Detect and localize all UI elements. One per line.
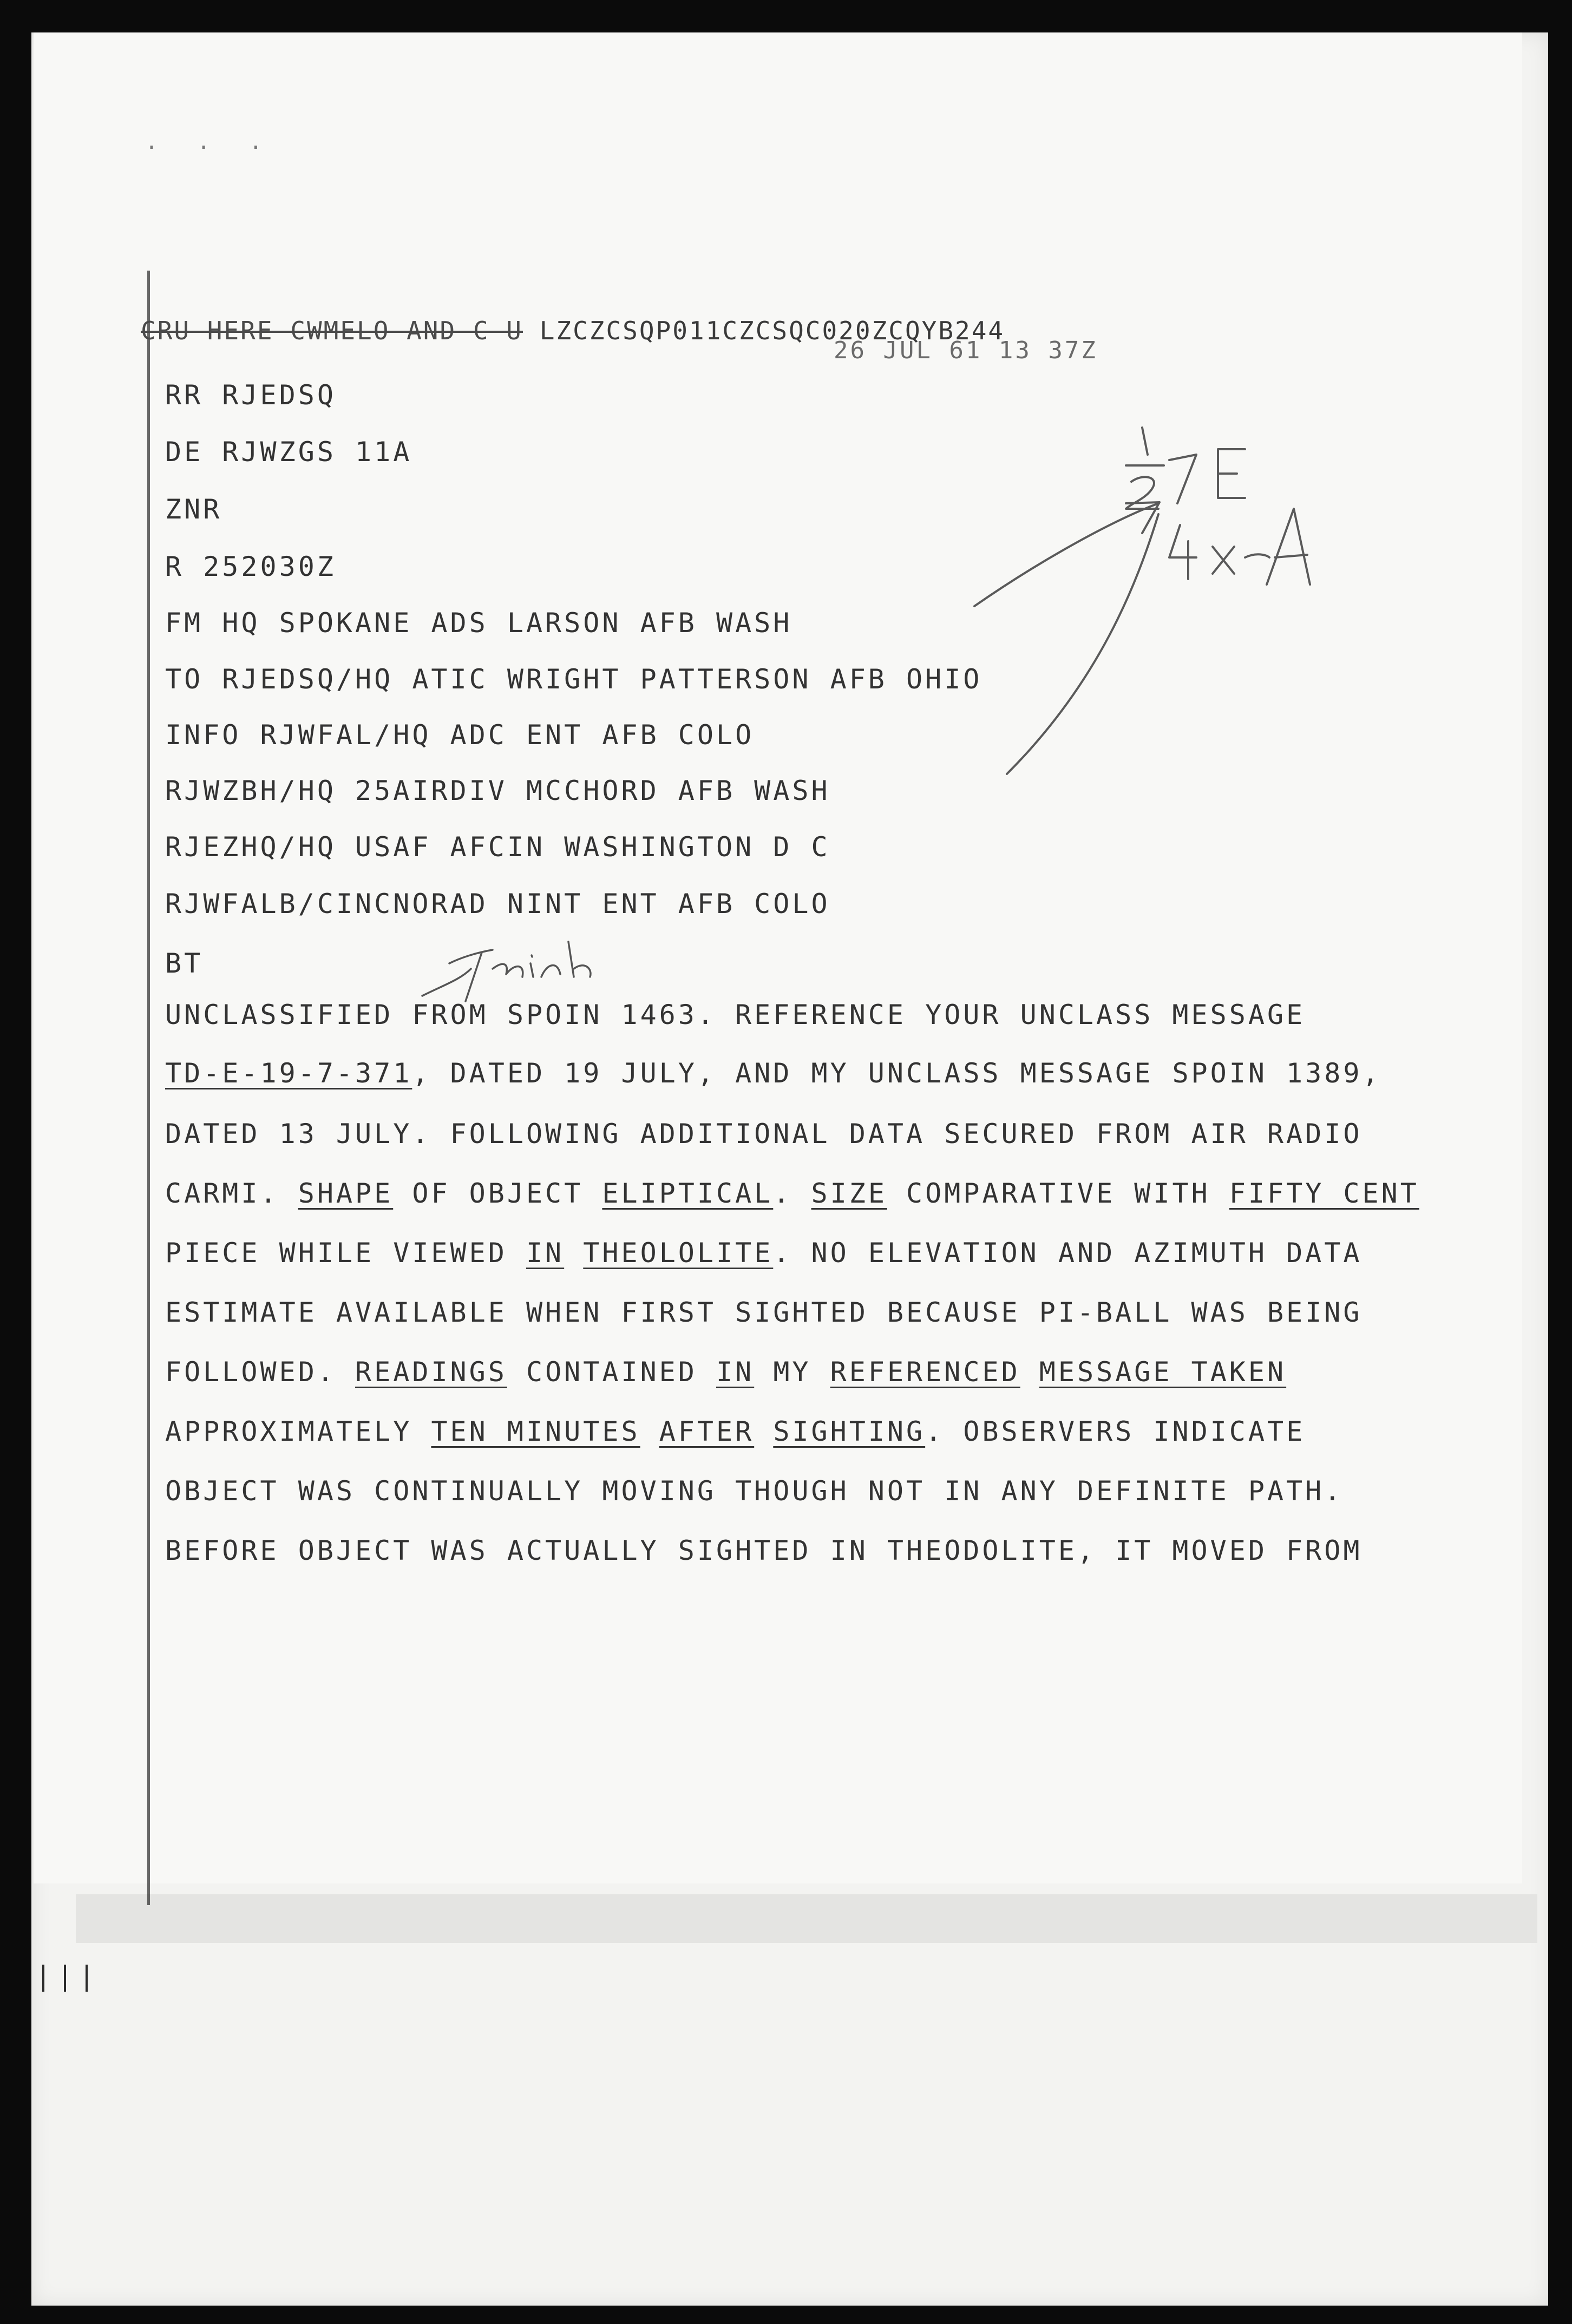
body-text: [1020, 1356, 1039, 1388]
body-text: OBJECT WAS CONTINUALLY MOVING THOUGH NOT IN ANY DEFINITE PATH.: [165, 1475, 1344, 1507]
body-text: PIECE WHILE VIEWED: [165, 1237, 526, 1269]
underlined-text: IN: [716, 1356, 755, 1388]
routing-line: RJWFALB/CINCNORAD NINT ENT AFB COLO: [165, 888, 830, 920]
body-text: ESTIMATE AVAILABLE WHEN FIRST SIGHTED BECAUSE PI-BALL WAS BEING: [165, 1297, 1363, 1328]
underlined-text: SIZE: [811, 1178, 887, 1209]
body-text: [754, 1416, 773, 1447]
body-line: [165, 1118, 1363, 1150]
body-line: [165, 1299, 1362, 1326]
routing-line: FM HQ SPOKANE ADS LARSON AFB WASH: [165, 607, 792, 639]
underlined-text: FIFTY CENT: [1229, 1178, 1419, 1209]
body-text: . NO ELEVATION AND AZIMUTH DATA: [773, 1237, 1363, 1269]
handwritten-seven-e: [1169, 449, 1245, 503]
body-line: [165, 1537, 1362, 1564]
handwritten-annotation: [964, 422, 1375, 779]
body-text: CARMI.: [165, 1178, 298, 1209]
body-text: MY: [754, 1356, 830, 1388]
left-margin-rule: [147, 271, 150, 1905]
underlined-text: SIGHTING: [773, 1416, 926, 1447]
body-text: BEFORE OBJECT WAS ACTUALLY SIGHTED IN THEODOLITE, IT MOVED FROM: [165, 1535, 1363, 1566]
routing-line: R 252030Z: [165, 551, 336, 582]
body-text: [640, 1416, 659, 1447]
received-stamp: 26 JUL 61 13 37Z: [834, 337, 1098, 364]
handwritten-scribble: [411, 931, 617, 1012]
underlined-text: REFERENCED: [830, 1356, 1020, 1388]
body-line: [165, 1418, 1305, 1445]
body-text: . OBSERVERS INDICATE: [925, 1416, 1306, 1447]
underlined-text: TD-E-19-7-371: [165, 1058, 412, 1089]
underlined-text: THEOLOLITE: [583, 1237, 774, 1269]
underlined-text: AFTER: [659, 1416, 755, 1447]
handwritten-fraction: [1126, 428, 1164, 509]
struck-text: CRU HERE CWMELO AND C U: [141, 316, 523, 345]
routing-line: TO RJEDSQ/HQ ATIC WRIGHT PATTERSON AFB OHIO: [165, 664, 982, 695]
routing-line: RR RJEDSQ: [165, 379, 336, 411]
handwritten-4x-a: [1169, 509, 1310, 585]
body-text: [564, 1237, 583, 1269]
underlined-text: READINGS: [355, 1356, 507, 1388]
pencil-stroke: [1007, 514, 1158, 774]
body-line: [165, 1001, 1305, 1028]
routing-line: RJWZBH/HQ 25AIRDIV MCCHORD AFB WASH: [165, 775, 830, 806]
underlined-text: ELIPTICAL: [602, 1178, 774, 1209]
body-text: DATED 13 JULY. FOLLOWING ADDITIONAL DATA SECURED FROM AIR RADIO: [165, 1118, 1363, 1150]
routing-line: ZNR: [165, 494, 222, 525]
body-text: UNCLASSIFIED FROM SPOIN 1463. REFERENCE YOUR UNCLASS MESSAGE: [165, 999, 1306, 1030]
routing-code: LZCZCSQP011CZCSQC020ZCQYB244: [539, 316, 1005, 345]
routing-line: RJEZHQ/HQ USAF AFCIN WASHINGTON D C: [165, 831, 830, 863]
routing-line: DE RJWZGS 11A: [165, 436, 412, 468]
body-text: , DATED 19 JULY, AND MY UNCLASS MESSAGE SPOIN 1389,: [412, 1058, 1381, 1089]
body-line: [165, 1237, 1363, 1269]
edge-specks: · · ·: [145, 135, 276, 160]
body-text: COMPARATIVE WITH: [887, 1178, 1229, 1209]
body-line: [165, 1475, 1344, 1507]
body-text: OF OBJECT: [393, 1178, 602, 1209]
body-line: [165, 1180, 1419, 1207]
break-marker: BT: [165, 948, 204, 979]
underlined-text: TEN MINUTES: [431, 1416, 640, 1447]
film-edge-marks: [32, 1959, 195, 2003]
body-text: FOLLOWED.: [165, 1356, 356, 1388]
body-line: [165, 1358, 1286, 1386]
underlined-text: MESSAGE TAKEN: [1039, 1356, 1287, 1388]
body-line: [165, 1060, 1381, 1087]
body-text: CONTAINED: [507, 1356, 716, 1388]
body-text: .: [773, 1178, 811, 1209]
paper-bottom-edge: [76, 1894, 1537, 1943]
underlined-text: SHAPE: [298, 1178, 394, 1209]
teletype-print-area: [34, 32, 1522, 1883]
routing-line: INFO RJWFAL/HQ ADC ENT AFB COLO: [165, 719, 755, 751]
body-text: APPROXIMATELY: [165, 1416, 431, 1447]
underlined-text: IN: [526, 1237, 565, 1269]
